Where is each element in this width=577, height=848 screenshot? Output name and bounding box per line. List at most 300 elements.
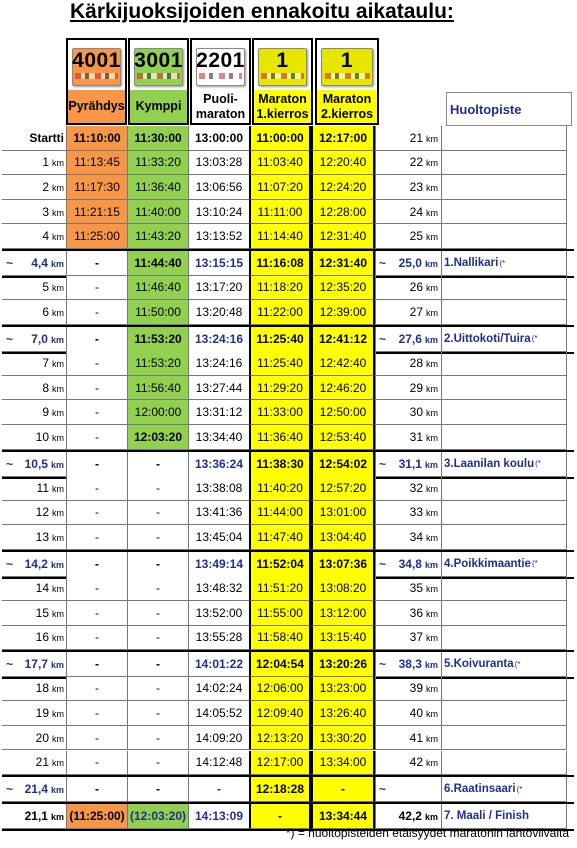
unit-label: km — [426, 633, 438, 644]
distance-value: 21,1 — [24, 808, 48, 823]
time-cell: 11:07:20 — [249, 175, 311, 200]
distance-cell — [2, 376, 66, 401]
bib-number: 2201 — [196, 49, 245, 72]
huoltopiste-cell — [441, 626, 567, 651]
time-cell: 11:25:40 — [249, 327, 311, 352]
unit-label: km — [52, 307, 64, 318]
time-cell: 11:52:04 — [249, 552, 311, 577]
approx-mark: ~ — [6, 256, 14, 270]
huoltopiste-cell — [441, 452, 567, 477]
bib-plate — [72, 48, 121, 86]
huoltopiste-cell — [441, 726, 567, 751]
distance-value: 21 — [35, 755, 49, 770]
time-cell: - — [66, 626, 127, 651]
distance-cell — [2, 701, 66, 726]
distance-value: 2 — [42, 179, 49, 194]
distance-value: Startti — [29, 130, 64, 145]
time-cell: 13:30:20 — [311, 726, 375, 751]
table-row — [2, 501, 574, 526]
unit-label: km — [424, 559, 438, 570]
approx-mark: ~ — [379, 782, 387, 797]
time-cell: (11:25:00) — [66, 804, 127, 829]
time-cell: - — [127, 626, 188, 651]
time-cell: - — [66, 251, 127, 276]
distance-value: 42,2 — [398, 808, 422, 823]
checkpoint-row — [2, 650, 574, 679]
time-cell: 11:36:40 — [249, 425, 311, 450]
bib-plate — [196, 48, 245, 86]
distance-value: 10 — [35, 429, 49, 444]
footnote-mark: (* — [535, 459, 541, 469]
time-cell: 13:31:12 — [188, 400, 249, 425]
unit-label: km — [426, 307, 438, 318]
checkpoint-name: 4.Poikkimaantie — [444, 557, 531, 570]
marathon-distance-cell — [375, 151, 441, 176]
race-bib-2 — [128, 38, 189, 90]
marathon-distance-cell — [375, 501, 441, 526]
time-cell: 13:26:40 — [311, 701, 375, 726]
unit-label: km — [52, 709, 64, 720]
distance-value: 6 — [42, 304, 49, 319]
distance-value: 10,5 — [24, 456, 48, 471]
marathon-distance-cell — [375, 376, 441, 401]
unit-label: km — [52, 483, 64, 494]
time-cell: 11:22:00 — [249, 300, 311, 325]
distance-value: 37 — [409, 630, 423, 645]
marathon-distance-cell — [375, 251, 441, 276]
time-cell: - — [127, 652, 188, 677]
distance-value: 20 — [35, 730, 49, 745]
time-cell: 11:25:40 — [249, 351, 311, 376]
approx-mark: ~ — [379, 256, 387, 270]
unit-label: km — [52, 358, 64, 369]
time-cell: 11:55:00 — [249, 601, 311, 626]
bib-sponsor-strip — [199, 73, 241, 79]
time-cell: 13:55:28 — [188, 626, 249, 651]
distance-cell — [2, 501, 66, 526]
time-cell: 11:44:00 — [249, 501, 311, 526]
unit-label: km — [52, 408, 64, 419]
distance-value: 23 — [409, 179, 423, 194]
unit-label: km — [426, 608, 438, 619]
unit-label: km — [426, 232, 438, 243]
distance-value: 31,1 — [398, 456, 422, 471]
marathon-distance-cell — [375, 175, 441, 200]
time-cell: - — [127, 452, 188, 477]
huoltopiste-cell — [441, 701, 567, 726]
marathon-distance-cell — [375, 552, 441, 577]
time-cell: - — [188, 777, 249, 802]
time-cell: 11:33:20 — [127, 151, 188, 176]
time-cell: - — [66, 751, 127, 776]
time-cell: - — [66, 376, 127, 401]
distance-value: 26 — [409, 280, 423, 295]
unit-label: km — [426, 358, 438, 369]
distance-cell — [2, 327, 66, 352]
table-row — [2, 300, 574, 325]
distance-cell — [2, 126, 66, 151]
unit-label: km — [52, 684, 64, 695]
time-cell: - — [127, 552, 188, 577]
unit-label: km — [424, 334, 438, 345]
time-cell: 12:50:00 — [311, 400, 375, 425]
distance-cell — [2, 804, 66, 829]
distance-cell — [2, 751, 66, 776]
distance-cell — [2, 777, 66, 802]
time-cell: 11:10:00 — [66, 126, 127, 151]
table-row — [2, 525, 574, 550]
footnote: *) = huoltopisteiden etäisyydet maratonin lähtöviivalta — [285, 826, 569, 840]
distance-value: 28 — [409, 355, 423, 370]
distance-value: 34,8 — [398, 556, 422, 571]
huoltopiste-cell — [441, 376, 567, 401]
unit-label: km — [52, 584, 64, 595]
time-cell: - — [66, 452, 127, 477]
unit-label: km — [426, 584, 438, 595]
unit-label: km — [426, 709, 438, 720]
marathon-distance-cell — [375, 126, 441, 151]
time-cell: 13:04:40 — [311, 525, 375, 550]
marathon-distance-cell — [375, 276, 441, 301]
distance-value: 34 — [409, 530, 423, 545]
race-bib-4 — [252, 38, 313, 90]
time-cell: - — [66, 677, 127, 702]
unit-label: km — [52, 633, 64, 644]
unit-label: km — [424, 660, 438, 671]
time-cell: 11:17:30 — [66, 175, 127, 200]
distance-value: 4 — [42, 229, 49, 244]
huoltopiste-cell — [441, 425, 567, 450]
time-cell: 12:28:00 — [311, 200, 375, 225]
footnote-mark: (* — [531, 559, 538, 569]
time-cell: 11:40:20 — [249, 476, 311, 501]
distance-value: 5 — [42, 280, 49, 295]
distance-cell — [2, 175, 66, 200]
column-header-5: Maraton 2.kierros — [315, 90, 379, 125]
huoltopiste-cell — [441, 804, 567, 829]
time-cell: - — [66, 777, 127, 802]
time-cell: - — [66, 351, 127, 376]
time-cell: - — [127, 476, 188, 501]
marathon-distance-cell — [375, 452, 441, 477]
checkpoint-name: 6.Raatinsaari — [444, 783, 516, 796]
time-cell: 11:46:40 — [127, 276, 188, 301]
time-cell: 11:47:40 — [249, 525, 311, 550]
time-cell: 11:25:00 — [66, 224, 127, 249]
time-cell: (12:03:20) — [127, 804, 188, 829]
time-cell: 12:09:40 — [249, 701, 311, 726]
unit-label: km — [424, 259, 438, 269]
distance-cell — [2, 601, 66, 626]
distance-value: 9 — [42, 405, 49, 420]
time-cell: 13:49:14 — [188, 552, 249, 577]
race-bib-5 — [315, 38, 379, 90]
approx-mark: ~ — [379, 556, 387, 571]
marathon-distance-cell — [375, 804, 441, 829]
distance-value: 30 — [409, 405, 423, 420]
huoltopiste-cell — [441, 677, 567, 702]
time-cell: 12:06:00 — [249, 677, 311, 702]
distance-value: 14 — [35, 581, 49, 596]
time-cell: - — [66, 276, 127, 301]
distance-value: 31 — [409, 429, 423, 444]
approx-mark: ~ — [6, 657, 14, 672]
table-row — [2, 200, 574, 225]
approx-mark: ~ — [6, 331, 14, 346]
distance-value: 39 — [409, 681, 423, 696]
distance-value: 27 — [409, 304, 423, 319]
time-cell: - — [127, 726, 188, 751]
time-cell: 12:04:54 — [249, 652, 311, 677]
unit-label: km — [426, 158, 438, 169]
checkpoint-row — [2, 325, 574, 354]
unit-label: km — [426, 684, 438, 695]
table-row — [2, 601, 574, 626]
distance-value: 19 — [35, 706, 49, 721]
table-row — [2, 425, 574, 450]
distance-value: 1 — [42, 155, 49, 170]
distance-value: 35 — [409, 581, 423, 596]
time-cell: 13:01:00 — [311, 501, 375, 526]
distance-value: 40 — [409, 706, 423, 721]
unit-label: km — [426, 758, 438, 769]
marathon-distance-cell — [375, 601, 441, 626]
time-cell: 13:34:40 — [188, 425, 249, 450]
distance-cell — [2, 552, 66, 577]
unit-label: km — [52, 207, 64, 218]
time-cell: - — [66, 652, 127, 677]
time-cell: 12:24:20 — [311, 175, 375, 200]
unit-label: km — [426, 283, 438, 294]
marathon-distance-cell — [375, 576, 441, 601]
huoltopiste-cell — [441, 300, 567, 325]
checkpoint-name: 7. Maali / Finish — [444, 809, 529, 822]
unit-label: km — [50, 811, 64, 822]
table-row — [2, 151, 574, 176]
distance-value: 41 — [409, 730, 423, 745]
distance-value: 12 — [35, 505, 49, 520]
marathon-distance-cell — [375, 652, 441, 677]
time-cell: 13:34:00 — [311, 751, 375, 776]
unit-label: km — [52, 733, 64, 744]
marathon-distance-cell — [375, 726, 441, 751]
bib-number: 1 — [276, 49, 289, 72]
marathon-distance-cell — [375, 476, 441, 501]
time-cell: - — [127, 677, 188, 702]
approx-mark: ~ — [379, 456, 387, 471]
huoltopiste-cell — [441, 652, 567, 677]
time-cell: - — [66, 425, 127, 450]
footnote-mark: (* — [514, 659, 521, 669]
time-cell: 12:57:20 — [311, 476, 375, 501]
approx-mark: ~ — [379, 331, 387, 346]
distance-value: 21 — [409, 130, 423, 145]
distance-value: 16 — [35, 630, 49, 645]
huoltopiste-cell — [441, 327, 567, 352]
distance-value: 21,4 — [24, 782, 48, 797]
footnote-mark: (* — [499, 258, 506, 268]
distance-cell — [2, 425, 66, 450]
table-row — [2, 751, 574, 776]
time-cell: - — [66, 501, 127, 526]
table-row — [2, 677, 574, 702]
huoltopiste-cell — [441, 476, 567, 501]
time-cell: 11:14:40 — [249, 224, 311, 249]
distance-value: 17,7 — [24, 657, 48, 672]
checkpoint-name: 3.Laanilan koulu — [444, 457, 535, 470]
bib-plate — [258, 48, 307, 86]
table-row — [2, 726, 574, 751]
distance-value: 8 — [42, 380, 49, 395]
unit-label: km — [52, 182, 64, 193]
time-cell: 13:34:44 — [311, 804, 375, 829]
time-cell: 13:48:32 — [188, 576, 249, 601]
distance-cell — [2, 200, 66, 225]
distance-value: 38,3 — [398, 657, 422, 672]
distance-cell — [2, 726, 66, 751]
huoltopiste-cell — [441, 601, 567, 626]
huoltopiste-cell — [441, 552, 567, 577]
time-cell: - — [249, 804, 311, 829]
time-cell: 11:38:30 — [249, 452, 311, 477]
marathon-distance-cell — [375, 525, 441, 550]
time-cell: - — [127, 701, 188, 726]
distance-value: 22 — [409, 155, 423, 170]
distance-value: 29 — [409, 380, 423, 395]
time-cell: - — [66, 476, 127, 501]
checkpoint-name: 2.Uittokoti/Tuira — [444, 332, 531, 345]
unit-label: km — [426, 483, 438, 494]
table-row — [2, 276, 574, 301]
unit-label: km — [52, 383, 64, 394]
time-cell: 12:17:00 — [249, 751, 311, 776]
time-cell: 13:24:16 — [188, 327, 249, 352]
marathon-distance-cell — [375, 300, 441, 325]
distance-cell — [2, 224, 66, 249]
column-header-1: Pyrähdys — [66, 90, 127, 125]
distance-cell — [2, 276, 66, 301]
unit-label: km — [426, 508, 438, 519]
time-cell: 14:01:22 — [188, 652, 249, 677]
time-cell: 11:33:00 — [249, 400, 311, 425]
huoltopiste-cell — [441, 224, 567, 249]
time-cell: 11:30:00 — [127, 126, 188, 151]
unit-label: km — [426, 533, 438, 544]
time-cell: 12:41:12 — [311, 327, 375, 352]
table-row — [2, 376, 574, 401]
huoltopiste-cell — [441, 175, 567, 200]
time-cell: 14:13:09 — [188, 804, 249, 829]
time-cell: 12:35:20 — [311, 276, 375, 301]
unit-label: km — [52, 533, 64, 544]
unit-label: km — [426, 408, 438, 419]
unit-label: km — [50, 785, 64, 796]
footnote-mark: (* — [531, 334, 538, 344]
distance-value: 25,0 — [398, 256, 422, 270]
bib-number: 1 — [340, 49, 354, 72]
time-cell: 11:16:08 — [249, 251, 311, 276]
distance-cell — [2, 400, 66, 425]
time-cell: - — [66, 576, 127, 601]
table-row — [2, 400, 574, 425]
distance-value: 14,2 — [24, 556, 48, 571]
time-cell: 12:53:40 — [311, 425, 375, 450]
marathon-distance-cell — [375, 626, 441, 651]
huoltopiste-cell — [441, 501, 567, 526]
time-cell: 14:02:24 — [188, 677, 249, 702]
huoltopiste-cell — [441, 351, 567, 376]
time-cell: 13:03:28 — [188, 151, 249, 176]
distance-cell — [2, 351, 66, 376]
time-cell: 14:05:52 — [188, 701, 249, 726]
time-cell: 13:24:16 — [188, 351, 249, 376]
time-cell: - — [66, 701, 127, 726]
bib-sponsor-strip — [137, 73, 179, 79]
distance-value: 33 — [409, 505, 423, 520]
unit-label: km — [426, 383, 438, 394]
time-cell: 11:13:45 — [66, 151, 127, 176]
time-cell: 13:08:20 — [311, 576, 375, 601]
time-cell: - — [311, 777, 375, 802]
huoltopiste-cell — [441, 126, 567, 151]
checkpoint-row — [2, 249, 574, 278]
unit-label: km — [50, 334, 64, 345]
time-cell: 13:52:00 — [188, 601, 249, 626]
bib-plate — [134, 48, 183, 86]
distance-value: 15 — [35, 605, 49, 620]
race-bib-1 — [66, 38, 127, 90]
time-cell: 11:53:20 — [127, 351, 188, 376]
distance-value: 18 — [35, 681, 49, 696]
unit-label: km — [426, 133, 438, 144]
approx-mark: ~ — [379, 657, 387, 672]
time-cell: - — [66, 601, 127, 626]
marathon-distance-cell — [375, 400, 441, 425]
time-cell: 12:18:28 — [249, 777, 311, 802]
time-cell: 12:54:02 — [311, 452, 375, 477]
time-cell: 14:09:20 — [188, 726, 249, 751]
checkpoint-name: 1.Nallikari — [444, 257, 499, 269]
time-cell: - — [66, 400, 127, 425]
time-cell: 12:13:20 — [249, 726, 311, 751]
time-cell: 11:00:00 — [249, 126, 311, 151]
time-cell: - — [66, 552, 127, 577]
time-cell: 11:36:40 — [127, 175, 188, 200]
time-cell: - — [127, 601, 188, 626]
unit-label: km — [52, 608, 64, 619]
unit-label: km — [424, 459, 438, 470]
unit-label: km — [50, 660, 64, 671]
huoltopiste-cell — [441, 251, 567, 276]
huoltopiste-cell — [441, 525, 567, 550]
marathon-distance-cell — [375, 777, 441, 802]
time-cell: 13:10:24 — [188, 200, 249, 225]
huoltopiste-cell — [441, 400, 567, 425]
time-cell: 11:29:20 — [249, 376, 311, 401]
distance-cell — [2, 151, 66, 176]
time-cell: 11:44:40 — [127, 251, 188, 276]
distance-value: 42 — [409, 755, 423, 770]
time-cell: 13:00:00 — [188, 126, 249, 151]
marathon-distance-cell — [375, 327, 441, 352]
time-cell: - — [66, 525, 127, 550]
distance-value: 24 — [409, 204, 423, 219]
time-cell: 13:36:24 — [188, 452, 249, 477]
distance-value: 36 — [409, 605, 423, 620]
distance-cell — [2, 525, 66, 550]
huoltopiste-cell — [441, 200, 567, 225]
footnote-mark: (* — [516, 784, 523, 794]
